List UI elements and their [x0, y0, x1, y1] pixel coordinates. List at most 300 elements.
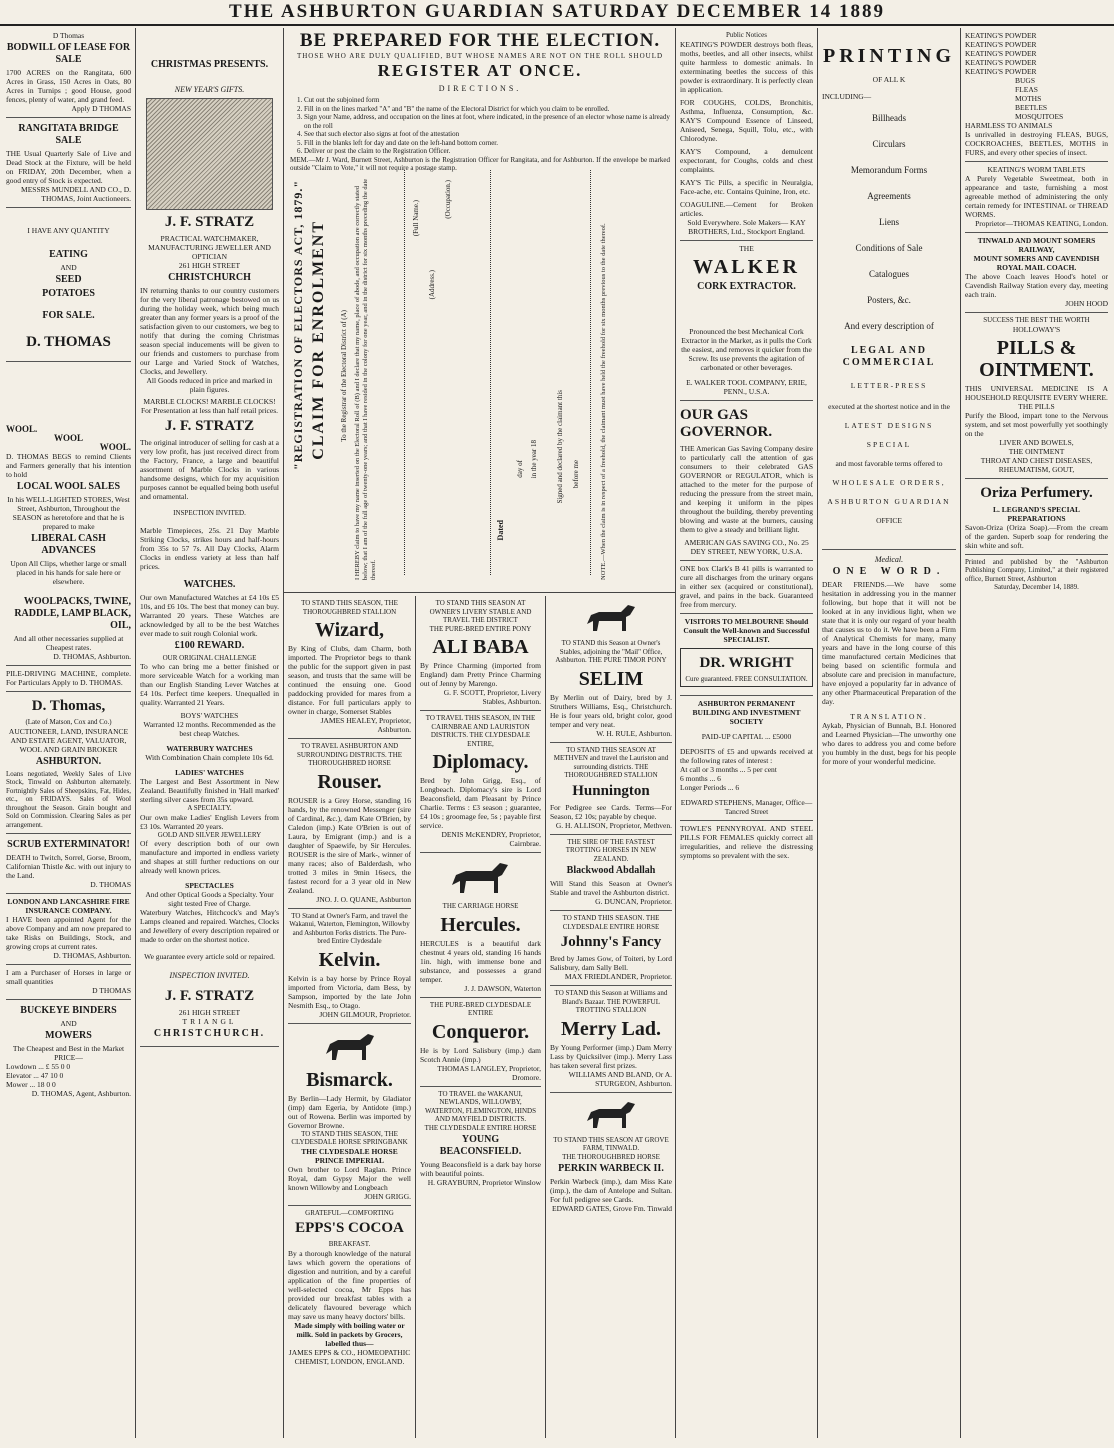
insurance-ad [6, 894, 131, 965]
form-name-label: (Full Name.) [412, 200, 420, 237]
hercules-ad [420, 853, 541, 998]
scrub-body: DEATH to Twitch, Sorrel, Gorse, Broom, Californian Thistle &c. with out injury to the Land. [6, 853, 131, 880]
printing-letterpress: LETTER-PRESS [850, 381, 928, 390]
horse-illustration [581, 1099, 641, 1133]
walker-ad [680, 241, 813, 401]
kills-list [965, 76, 1108, 121]
stratz-addr-3: 261 HIGH STREET [178, 1008, 241, 1017]
bismarck-sub: TO STAND THIS SEASON, THE CLYDESDALE HORSE SPRINGBANK [291, 1129, 408, 1146]
tic-body: KAY'S Tic Pills, a specific in Neuralgia, Face-ache, etc. Contains Quinine, Iron, etc. [680, 177, 813, 196]
clock-engraving-image [146, 98, 273, 210]
kelvin-sig: JOHN GILMOUR, Proprietor. [319, 1009, 411, 1019]
form-signed: Signed and declared by the claimant this [556, 390, 564, 504]
wool-2: WOOL [53, 433, 83, 443]
coach-body: The above Coach leaves Hood's hotel or Cavendish Railway Station every day, meeting each train. [965, 272, 1108, 299]
keating-line: KEATING'S POWDER [965, 49, 1037, 58]
local-heading: LOCAL WOOL SALES [16, 481, 121, 492]
printing-special: SPECIAL [866, 440, 912, 449]
bridge-heading: RANGITATA BRIDGE SALE [18, 123, 119, 146]
wizard-sig: JAMES HEALEY, Proprietor, Ashburton. [320, 716, 411, 734]
specialist-cure: Cure guaranteed. FREE CONSULTATION. [685, 674, 808, 683]
insurance-heading: LONDON AND LANCASHIRE FIRE INSURANCE COMPANY. [7, 897, 130, 915]
johnny-fancy-name: Johnny's Fancy [560, 934, 662, 950]
masthead: THE ASHBURTON GUARDIAN SATURDAY DECEMBER 14 1889 [0, 0, 1114, 26]
printing-executed: executed at the shortest notice and in the [828, 402, 950, 411]
epps-note: Made simply with boiling water or milk. Sold in packets by Grocers, labelled thus— [294, 1320, 405, 1348]
epps-name: EPPS'S COCOA [295, 1220, 404, 1236]
permanent-sig: EDWARD STEPHENS, Manager, Office—Tancred Street [680, 798, 813, 816]
conqueror-sig: THOMAS LANGLEY, Proprietor, Dromore. [437, 1063, 541, 1082]
permanent-ad [680, 696, 813, 821]
form-line-1: To the Registrar of the Electoral District of (A) [340, 310, 348, 442]
rouser-name: Rouser. [317, 770, 382, 793]
binders-heading: BUCKEYE BINDERS [20, 1005, 117, 1016]
form-occupation-label: (Occupation.) [444, 180, 452, 219]
wizard-heading: TO STAND THIS SEASON, THE THOROUGHBRED STALLION [301, 599, 398, 616]
rate-row: 6 months ... 6 [680, 774, 721, 783]
paidup: PAID-UP CAPITAL ... £5000 [701, 732, 792, 741]
binders-row: Mower ... 18 0 0 [6, 1080, 56, 1089]
form-claim: CLAIM FOR ENROLMENT [310, 220, 327, 460]
printing-item: Billheads [872, 113, 906, 123]
walker-name: WALKER [693, 255, 800, 278]
insurance-body: I HAVE been appointed Agent for the above Company and am now prepared to take Risks on Buildings, Stock, and growing crops at current rates. [6, 915, 131, 951]
mount-heading: MOUNT SOMERS AND CAVENDISH ROYAL MAIL COACH. [973, 254, 1100, 272]
specialist-ad [680, 614, 813, 697]
coach-ad [965, 233, 1108, 313]
form-dated: Dated [496, 520, 505, 541]
spectacles-heading: SPECTACLES [185, 881, 234, 890]
diplomacy-sig: DENIS McKENDRY, Proprietor, Cairnbrae. [441, 830, 541, 848]
wool-3: WOOL. [99, 442, 131, 452]
johnny-fancy-ad [550, 911, 672, 986]
perkin-body: Perkin Warbeck (imp.), dam Miss Kate (imp.), the dam of Antelope and Sultan. For full pedigree see Cards. [550, 1177, 672, 1204]
pills-heading: PILLS & OINTMENT. [979, 336, 1094, 381]
rheumatism: RHEUMATISM, GOUT, [998, 464, 1075, 474]
coach-sig: JOHN HOOD [1065, 299, 1108, 308]
horse-ads-column-b [416, 596, 546, 1438]
medical-heading: Medical. [874, 555, 904, 564]
epps-heading: GRATEFUL—COMFORTING [305, 1208, 394, 1217]
clocks-body2: The original introducer of selling for cash at a very low profit, has just received direct from the Factory, France, a large and beautiful assortment of Marble Clocks in various handsome designs, which for my acquisition purposes cannot be equalled being both useful and ornamental. [140, 438, 279, 501]
printing-terms: and most favorable terms offered to [835, 459, 943, 468]
epps-sub: BREAKFAST. [328, 1240, 371, 1248]
potatoes-potatoes: POTATOES [42, 288, 95, 299]
election-step: 1. Cut out the subjoined form [304, 96, 670, 105]
scrub-sig: D. THOMAS [90, 880, 131, 889]
lease-heading: BODWILL OF LEASE FOR SALE [6, 42, 131, 65]
oriza-sub: L. LEGRAND'S SPECIAL PREPARATIONS [993, 504, 1080, 523]
oneword-heading: ONE WORD. [832, 566, 946, 577]
the-ointment: THE OINTMENT [1008, 446, 1065, 456]
towle-ad [680, 821, 813, 864]
woolpacks-body: And all other necessaries supplied at Cheapest rates. [13, 634, 124, 652]
horse-illustration [581, 602, 641, 636]
specialist-name: DR. WRIGHT [699, 654, 794, 671]
election-register: REGISTER AT ONCE. [377, 61, 583, 80]
lease-apply: Apply D THOMAS [71, 104, 131, 113]
binders-mowers: MOWERS [45, 1030, 92, 1041]
binders-price: PRICE— [54, 1053, 83, 1062]
walker-body: Pronounced the best Mechanical Cork Extractor in the Market, as it pulls the Cork the easiest, and removes it quicker from the Screw. Its use prevents the agitation of carbonated or other beverages. [681, 326, 812, 372]
translation-heading: TRANSLATION. [850, 712, 928, 721]
merry-lad-name: Merry Lad. [561, 1017, 661, 1040]
election-sub: THOSE WHO ARE DULY QUALIFIED, BUT WHOSE NAMES ARE NOT ON THE ROLL SHOULD [296, 52, 664, 60]
printing-item: Memorandum Forms [850, 165, 928, 175]
young-sig: H. GRAYBURN, Proprietor Winslow [427, 1178, 541, 1187]
election-directions: DIRECTIONS. [438, 84, 522, 93]
horses-purchase-body: I am a Purchaser of Horses in large or small quantities [6, 968, 131, 986]
lease-ad [6, 28, 131, 118]
reward-heading: £100 REWARD. [174, 639, 245, 651]
enrolment-form [290, 160, 668, 588]
the-pills: THE PILLS [1018, 401, 1055, 411]
rouser-ad [288, 739, 411, 909]
auction-body: AUCTIONEER, LAND, INSURANCE AND ESTATE AGENT, VALUATOR, WOOL AND GRAIN BROKER [8, 726, 129, 754]
conqueror-body: He is by Lord Salisbury (imp.) dam Scotch Annie (imp.) [420, 1045, 541, 1064]
perkin-name: PERKIN WARBECK II. [558, 1163, 664, 1174]
binders-sub: The Cheapest and Best in the Market [12, 1044, 125, 1053]
printing-latest: LATEST DESIGNS [844, 421, 934, 430]
column-3 [284, 28, 676, 1438]
merry-lad-ad [550, 986, 672, 1093]
public-notices: Public Notices [725, 31, 768, 39]
stratz-name-3: J. F. STRATZ [164, 988, 255, 1004]
scrub-ad [6, 834, 131, 894]
worm-heading: KEATING'S WORM TABLETS [987, 165, 1086, 174]
visitors-heading: VISITORS TO MELBOURNE Should Consult the Well-known and Successful SPECIALIST. [683, 616, 810, 644]
horses-purchase-sig: D THOMAS [92, 986, 131, 995]
deposits: DEPOSITS of £5 and upwards received at the following rates of interest : [680, 747, 813, 765]
election-steps [290, 96, 670, 156]
merry-lad-heading: TO STAND this Season at Williams and Bland's Bazaar. THE POWERFUL TROTTING STALLION [554, 989, 668, 1014]
young-heading: TO TRAVEL the WAKANUI, NEWLANDS, WILLOWBY, WATERTON, FLEMINGTON, HINDS AND MAYFIELD DISTRICTS. [425, 1089, 536, 1123]
perkin-ad [550, 1093, 672, 1218]
kay-ads [680, 28, 813, 241]
prince-heading: THE CLYDESDALE HORSE PRINCE IMPERIAL [301, 1146, 398, 1165]
horse-ads-column-a [284, 596, 416, 1438]
clocks-heading: MARBLE CLOCKS! MARBLE CLOCKS! [143, 397, 276, 406]
conqueror-ad [420, 998, 541, 1087]
selim-heading: TO STAND this Season at Owner's Stables, adjoining the "Mail" Office, Ashburton. THE PURE TIMOR PONY [555, 639, 667, 664]
wizard-ad [288, 596, 411, 739]
printing-including: INCLUDING— [822, 92, 872, 101]
bismarck-ad [288, 1024, 411, 1206]
pile-ad [6, 666, 131, 692]
holloway-name: HOLLOWAY'S [1012, 324, 1061, 334]
liberal-body: Upon All Clips, whether large or small placed in his hands for sale here or elsewhere. [10, 559, 127, 586]
potatoes-eating: EATING [49, 249, 88, 260]
alibaba-body: By Prince Charming (imported from England) dam Pretty Prince Charming out of Jenny by Marengo. [420, 661, 541, 688]
ladies-heading: LADIES' WATCHES [175, 768, 244, 777]
liver-bowels: LIVER AND BOWELS, [999, 437, 1074, 447]
printing-item: And every description of [844, 321, 934, 331]
keating-body: KEATING'S POWDER destroys both fleas, moths, beetles, and all other insects, whilst quite harmless to domestic animals. In exterminating beetles the success of this powder is extraordinary. It is perfectly clean in application. [680, 39, 813, 94]
oriza-body: Savon-Oriza (Oriza Soap).—From the cream of the garden. Superb soap for rendering the skin white and soft. [965, 522, 1108, 550]
auction-ad [6, 692, 131, 834]
translation-body: Aykab, Physician of Bunnah, B.I. Honored and Learned Physician—The unworthy one who dares to address you and come before you humbly in the dust, begs for his people for more of your wonderful medicine. [822, 721, 956, 766]
election-notice [284, 28, 676, 593]
horse-illustration [320, 1030, 380, 1066]
form-before: before me [572, 460, 580, 489]
xmas-sub: NEW YEAR'S GIFTS. [174, 85, 245, 94]
printing-ad [822, 28, 956, 550]
column-6 [961, 28, 1112, 1438]
coughs-body: FOR COUGHS, COLDS, Bronchitis, Asthma, Influenza, Consumption, &c. KAY'S Compound Essence of Linseed, Aniseed, Senega, Squill, Tolu, etc., with Chlorodyne. [680, 97, 813, 143]
auction-late: (Late of Matson, Cox and Co.) [25, 718, 112, 726]
prince-body: Own brother to Lord Raglan. Prince Royal, dam Gypsy Major the well known Willowby and Longbeach [288, 1164, 411, 1192]
lease-body: 1700 ACRES on the Rangitata, 600 Acres in Grass, 150 Acres in Oats, 80 Acres in Turnips ; good House, good fences, plenty of water, and grand feed. [6, 68, 131, 104]
walker-sub: CORK EXTRACTOR. [697, 280, 796, 292]
alibaba-heading: TO STAND THIS SEASON AT OWNER'S LIVERY STABLE AND TRAVEL THE DISTRICT [429, 599, 532, 624]
election-memo: MEM.—Mr J. Ward, Burnett Street, Ashburton is the Registration Officer for Rangitata, and for Ashburton. If the envelope be marked outside "Claim to Vote," it will not require a postage stamp. [290, 155, 670, 172]
hercules-heading: THE CARRIAGE HORSE [442, 902, 519, 910]
johnny-fancy-body: Bred by James Gow, of Toiteri, by Lord Salisbury, dam Sally Bell. [550, 954, 672, 972]
clarks-ad [680, 561, 813, 614]
towle-body: TOWLE'S PENNYROYAL AND STEEL PILLS FOR FEMALES quickly correct all irregularities, and relieve the distressing symptoms so prevalent with the sex. [680, 824, 813, 860]
young-ad [420, 1087, 541, 1192]
blackwood-sig: G. DUNCAN, Proprietor. [595, 897, 672, 906]
diplomacy-ad [420, 711, 541, 853]
hunnington-body: For Pedigree see Cards. Terms—For Season, £2 10s; payable by cheque. [550, 802, 672, 821]
rate-row: Longer Periods ... 6 [680, 783, 740, 792]
printing-item: Agreements [867, 191, 911, 201]
conqueror-name: Conqueror. [431, 1020, 530, 1043]
inspection-invited-2: INSPECTION INVITED. [169, 971, 250, 980]
bismarck-name: Bismarck. [306, 1068, 393, 1091]
kills-item: FLEAS [1015, 85, 1038, 94]
form-title: "REGISTRATION OF ELECTORS ACT, 1879." [291, 180, 305, 470]
alibaba-sig: G. F. SCOTT, Proprietor, Livery Stables, Ashburton. [443, 688, 541, 706]
election-step: 4. See that such elector also signs at foot of the attestation [304, 130, 670, 139]
printing-legal: LEGAL AND COMMERCIAL [842, 345, 936, 368]
auction-more: Loans negotiated, Weekly Sales of Live Stock, Tinwald on Ashburton alternately. Fortnightly Sales of Sheepskins, Fat, Hides, etc., on FRIDAYS. Sales of Wool throughout the Season. Grain bought and Sold on Commission. Clearing Sales as per arrangement. [6, 769, 131, 829]
rouser-sig: JNO. J. O. QUANE, Ashburton [316, 894, 411, 904]
keating-body: Is unrivalled in destroying FLEAS, BUGS, COCKROACHES, BEETLES, MOTHS in FURS, and every other species of insect. [965, 130, 1108, 157]
rate-row: At call or 3 months ... 5 per cent [680, 765, 777, 774]
boys-heading: BOYS' WATCHES [180, 711, 239, 720]
coaguline-sig: Sold Everywhere. Sole Makers— KAY BROTHERS, Ltd., Stockport England. [687, 217, 806, 236]
xmas-heading: CHRISTMAS PRESENTS. [150, 59, 269, 70]
stratz-name: J. F. STRATZ [164, 214, 255, 230]
oriza-heading: Oriza Perfumery. [980, 484, 1093, 501]
hercules-name: Hercules. [440, 913, 521, 936]
keating-powder-ad [965, 28, 1108, 162]
binders-ad [6, 1000, 131, 1102]
kelvin-ad [288, 909, 411, 1024]
guarantee: We guarantee every article sold or repaired. [144, 952, 275, 961]
column-4 [676, 28, 818, 1438]
epps-body: By a thorough knowledge of the natural laws which govern the operations of digestion and nutrition, and by a careful application of the fine properties of well-selected cocoa, Mr Epps has provided our breakfast tables with a delicately flavoured beverage which may save us many heavy doctors' bills. [288, 1248, 411, 1321]
imprint-date: Saturday, December 14, 1889. [994, 583, 1079, 591]
potatoes-name: D. THOMAS [26, 334, 111, 350]
stratz-city-3: CHRISTCHURCH. [153, 1028, 266, 1039]
keating-line: KEATING'S POWDER [965, 31, 1037, 40]
imprint-body: Printed and published by the "Ashburton Publishing Company, Limited," at their registered office, Burnett Street, Ashburton [965, 557, 1108, 583]
oriza-ad [965, 479, 1108, 555]
keating-line: KEATING'S POWDER [965, 58, 1037, 67]
kelvin-name: Kelvin. [318, 948, 381, 971]
potatoes-ad [6, 208, 131, 362]
binders-row: Elevator ... 47 10 0 [6, 1071, 64, 1080]
potatoes-and: AND [60, 263, 77, 272]
form-note: NOTE.—When the claim is in respect of a freehold, the claimant must have held the freehold for six months previous to the date thereof. [600, 223, 607, 580]
rouser-heading: TO TRAVEL ASHBURTON AND SURROUNDING DISTRICTS. THE THOROUGHBRED HORSE [296, 742, 403, 767]
printing-item: Circulars [872, 139, 906, 149]
liberal-heading: LIBERAL CASH ADVANCES [31, 533, 106, 556]
johnny-fancy-heading: TO STAND THIS SEASON. THE CLYDESDALE ENTIRE HORSE [562, 914, 660, 931]
auction-place: ASHBURTON. [35, 755, 102, 767]
election-title: BE PREPARED FOR THE ELECTION. [299, 30, 661, 51]
linum-body: KAY'S Compound, a demulcent expectorant, for Coughs, colds and chest complaints. [680, 146, 813, 174]
bridge-sale-ad [6, 118, 131, 208]
blackwood-ad [550, 835, 672, 912]
harmless: HARMLESS TO ANIMALS [965, 121, 1053, 130]
worm-ad [965, 162, 1108, 233]
election-step: 5. Fill in the blanks left for day and date on the left-hand bottom corner. [304, 139, 670, 148]
alibaba-ad [420, 596, 541, 711]
rouser-body: ROUSER is a Grey Horse, standing 16 hands, by the renowned Messenger (sire of Cardinal, &c.), dam Kate O'Brien, by Caledon (imp.) Kate O'Brien is out of Laura, by Emigrant (imp.) and is a daughter of Spaewife, by Sir Hercules. ROUSER is the sire of Mark-, winner of many races; also of Balderdash, who trotted 3 miles in 9min 16secs, the fastest record for a 3 year old in New Zealand. [288, 795, 411, 895]
keating-line: KEATING'S POWDER [965, 40, 1037, 49]
stratz-name-2: J. F. STRATZ [164, 418, 255, 434]
printing-item: Conditions of Sale [855, 243, 923, 253]
stratz-body: IN returning thanks to our country customers for the very liberal patronage bestowed on us during the holiday week, which being much greater than any former years is a proof of the satisfaction given to our customers, we beg to notify that during the coming Christmas season special inducements will be given to our friends and customers to purchase from our Large and Varied Stock of Watches, Clocks, and Jewellery. [140, 286, 279, 376]
stratz-addr: 261 HIGH STREET [178, 261, 241, 270]
specialty-body: Our own make Ladies' English Levers from £3 10s. Warranted 20 years. [140, 812, 279, 831]
bridge-body: THE Usual Quarterly Sale of Live and Dead Stock at the Fixture, will be held on FRIDAY, 20th December, when a good entry of Stock is expected. [6, 149, 131, 185]
young-body: Young Beaconsfield is a dark bay horse with beautiful points. [420, 1160, 541, 1178]
hunnington-heading: TO STAND THIS SEASON AT METHVEN and travel the Lauriston and surrounding districts. THE THOROUGHBRED STALLION [553, 745, 669, 779]
kelvin-body: Kelvin is a bay horse by Prince Royal imported from Victoria, dam Bess, by Sampson, imported by the late John Nesmith Esq., to Otago. [288, 973, 411, 1010]
printing-heading: PRINTING [822, 45, 955, 67]
hunnington-name: Hunnington [572, 782, 650, 799]
hercules-body: HERCULES is a beautiful dark chestnut 4 years old, standing 16 hands 1in. high, with immense bone and substance, and possesses a grand temper. [420, 938, 541, 984]
potatoes-seed: SEED [55, 274, 82, 285]
gas-sig: AMERICAN GAS SAVING CO., No. 25 DEY STREET, NEW YORK, U.S.A. [684, 537, 809, 556]
pile-body: PILE-DRIVING MACHINE, complete. For Particulars Apply to D. THOMAS. [6, 669, 131, 687]
watches-body: Our own Manufactured Watches at £4 10s £5 10s, and £6 10s. The best that money can buy. Warranted 20 years. These Watches are acknowledged by all to be the best Watches ever made to suit rough Colonial work. [140, 592, 279, 638]
keating-line: KEATING'S POWDER [965, 67, 1037, 76]
clocks-body: For Presentation at less than half retail prices. [140, 406, 279, 415]
epps-ad [288, 1206, 411, 1370]
wool-body: D. THOMAS BEGS to remind Clients and Farmers generally that his intention to hold [6, 452, 131, 479]
coaguline-body: COAGULINE.—Cement for Broken articles. [680, 199, 813, 218]
marble-body: Marble Timepieces, 25s. 21 Day Marble Striking Clocks, strikes hours and half-hours from 35s to 57 7s. All Day Clocks, Alarm Clocks in endless variety at less than half prices. [140, 525, 279, 571]
election-step: 3. Sign your Name, address, and occupation on the lines at foot, where indicated, in the presence of an elector whose name is already on the roll [304, 113, 670, 130]
specialty-heading: A SPECIALTY. [187, 804, 232, 812]
medical-ad [822, 550, 956, 770]
printing-wholesale: WHOLESALE ORDERS, [832, 478, 946, 487]
printing-office-name: ASHBURTON GUARDIAN [827, 497, 951, 506]
imprint [965, 555, 1108, 596]
printing-item: Catalogues [869, 269, 909, 279]
auction-name: D. Thomas, [31, 698, 106, 714]
wool-1: WOOL. [6, 424, 38, 434]
waterbury-body: With Combination Chain complete 10s 6d. [145, 753, 274, 762]
oneword-body: DEAR FRIENDS.—We have some hesitation in addressing you in the manner following, but hope that it will not be looked at in any invidious light, when we state that it is only our regard of your health that causes us to do it. We have been a Firm of Analytical Chemists for many, many years and have in the long course of this time manufactured certain Medicines that being based on scientific formula and absolute care and precision in manufacture, have enjoyed a popularity far in advance of any other Pharmaceutical Preparation of the day. [822, 580, 956, 706]
reward-body: To who can bring me a better finished or more serviceable Watch for a working man than our English Standing Lever Watches at £4 10s. Perfect time keepers. Unequalled in quality. Warranted 21 Years. [140, 662, 279, 707]
perkin-sig: EDWARD GATES, Grove Fm. Tinwald [551, 1204, 672, 1213]
potatoes-intro: I HAVE ANY QUANTITY [27, 226, 110, 235]
horses-purchase-ad [6, 965, 131, 1000]
woolpacks-sig: D. THOMAS, Ashburton. [53, 652, 131, 661]
form-day: day of [516, 460, 524, 478]
form-rule [490, 170, 492, 575]
merry-lad-body: By Young Performer (imp.) Dam Merry Lass by Quicksilver (imp.). Merry Lass has taken several first prizes. [550, 1042, 672, 1070]
conqueror-heading: THE PURE-BRED CLYDESDALE ENTIRE [429, 1000, 532, 1017]
kills-item: MOSQUITOES [1015, 112, 1064, 121]
ladies-body: The Largest and Best Assortment in New Zealand. Beautifully finished in 'Hall marked' sterling silver cases from 35s upward. [140, 777, 279, 804]
waterbury-clock: Waterbury Watches, Hitchcock's and May's Lamps cleaned and repaired. Watches, Clocks and Jewellery of every description repaired or made to order on the shortest notice. [140, 908, 279, 944]
prince-sig: JOHN GRIGG. [364, 1191, 411, 1201]
bismarck-body: By Berlin—Lady Hermit, by Gladiator (imp) dam Egeria, by Antidote (imp.) out of Rowena. Berlin was imported by Governor Browne. [288, 1093, 411, 1130]
pills-body: THIS UNIVERSAL MEDICINE IS A HOUSEHOLD REQUISITE EVERY WHERE. [965, 383, 1108, 402]
form-address-label: (Address.) [428, 270, 436, 300]
hercules-sig: J. J. DAWSON, Waterton [464, 983, 541, 993]
walker-sig: E. WALKER TOOL COMPANY, ERIE, PENN., U.S.A. [686, 377, 807, 396]
stratz-trade: PRACTICAL WATCHMAKER, MANUFACTURING JEWELLER AND OPTICIAN [148, 234, 271, 261]
wool-ad [6, 362, 131, 666]
watches-heading: WATCHES. [183, 578, 236, 590]
column-5 [818, 28, 961, 1438]
pills-body2: Purify the Blood, impart tone to the Nervous system, and set most powerfully yet soothingly on the [965, 410, 1108, 438]
bridge-sig: MESSRS MUNDELL AND CO., D. THOMAS, Joint Auctioneers. [21, 185, 131, 203]
printing-of-all: OF ALL K [872, 75, 906, 84]
worm-sig: Proprietor—THOMAS KEATING, London. [975, 219, 1108, 228]
perkin-heading: TO STAND THIS SEASON AT GROVE FARM, TINWALD. [553, 1135, 669, 1152]
printing-items [822, 111, 956, 333]
wizard-body: By King of Clubs, dam Charm, both imported. The Proprietor begs to thank the public for the support given in past season, and trusts that the same will be continued the ensuing one. Good paddocking provided for mares from a distance. For full particulars apply to owner in charge, Somerset Stables [288, 644, 411, 716]
gas-ad [680, 401, 813, 561]
throat-chest: THROAT AND CHEST DISEASES, [980, 455, 1093, 465]
form-line-2: I HEREBY claim to have my name inserted on the Electoral Roll of (B) and I declare that my name, place of abode, and occupation are correctly stated below; that I am of the full age of twenty-one years; and that I have resided in the colony for one year, and in the district for six months preceding the date thereof. [354, 178, 377, 580]
blackwood-heading: THE SIRE OF THE FASTEST TROTTING HORSES IN NEW ZEALAND. [565, 837, 657, 863]
kills-item: MOTHS [1015, 94, 1042, 103]
gold-body: Of every description both of our own manufacture and imported in endless variety and shapes at still further reductions on our already well known prices. [140, 839, 279, 875]
clarks-body: ONE box Clark's B 41 pills is warranted to cure all discharges from the urinary organs in either sex (acquired or constitutional), gravel, and pains in the back. Guaranteed free from mercury. [680, 563, 813, 609]
stratz-city: CHRISTCHURCH [168, 272, 251, 283]
walker-the: THE [739, 243, 754, 253]
blackwood-body: Will Stand this Season at Owner's Stable and travel the Ashburton district. [550, 879, 672, 897]
reward-sub: OUR ORIGINAL CHALLENGE [162, 653, 257, 662]
gas-body: THE American Gas Saving Company desire to particularly call the attention of gas consumers to their celebrated GAS GOVERNOR or REGULATOR, which is attached to the meter for the purpose of reducing the pressure from the street main, and keeping it uniform in the pipes throughout the building, thereby preventing blowing and waste at the burners, causing them to give a steady and brilliant light. [680, 443, 813, 534]
kills-item: BUGS [1015, 76, 1036, 85]
thomas-name: D Thomas [52, 31, 85, 40]
tinwald-heading: TINWALD AND MOUNT SOMERS RAILWAY, [977, 236, 1096, 254]
holloway-ad [965, 313, 1108, 479]
johnny-fancy-sig: MAX FRIEDLANDER, Proprietor. [564, 972, 672, 981]
alibaba-name: ALI BABA [432, 636, 529, 658]
binders-row: Lowdown ... £ 55 0 0 [6, 1062, 71, 1071]
diplomacy-body: Bred by John Grigg, Esq., of Longbeach. Diplomacy's sire is Lord Beaconsfield, dam Pleasant by Prince Charlie. Terms : £3 season ; guarantee, £4 10s ; groomage fee, 5s ; payable first service. [420, 776, 541, 830]
inspection-invited: INSPECTION INVITED. [173, 509, 246, 517]
selim-name: SELIM [578, 667, 644, 690]
election-step: 2. Fill in on the lines marked "A" and "B" the name of the Electoral District for which you claim to be enrolled. [304, 105, 670, 114]
horse-ads-column-c [546, 596, 676, 1438]
kelvin-heading: TO Stand at Owner's Farm, and travel the Wakanui, Waterton, Flemington, Willowby and Ashburton Forks districts. The Pure-bred Entire Clydesdale [289, 911, 410, 945]
gold-heading: GOLD AND SILVER JEWELLERY [157, 830, 262, 839]
young-name: YOUNG BEACONSFIELD. [439, 1134, 522, 1157]
stratz-body2: All Goods reduced in price and marked in plain figures. [146, 376, 273, 394]
hunnington-ad [550, 743, 672, 835]
election-step: 6. Deliver or post the claim to the Registration Officer. [304, 147, 670, 156]
printing-item: Liens [879, 217, 899, 227]
wizard-name: Wizard, [314, 619, 385, 641]
scrub-heading: SCRUB EXTERMINATOR! [7, 839, 130, 850]
spectacles-body: And other Optical Goods a Specialty. Your sight tested Free of Charge. [145, 890, 274, 908]
permanent-heading: ASHBURTON PERMANENT BUILDING AND INVESTMENT SOCIETY [692, 699, 801, 726]
local-body: In his WELL-LIGHTED STORES, West Street, Ashburton, Throughout the SEASON as heretofore and that he is prepared to make [7, 495, 130, 531]
